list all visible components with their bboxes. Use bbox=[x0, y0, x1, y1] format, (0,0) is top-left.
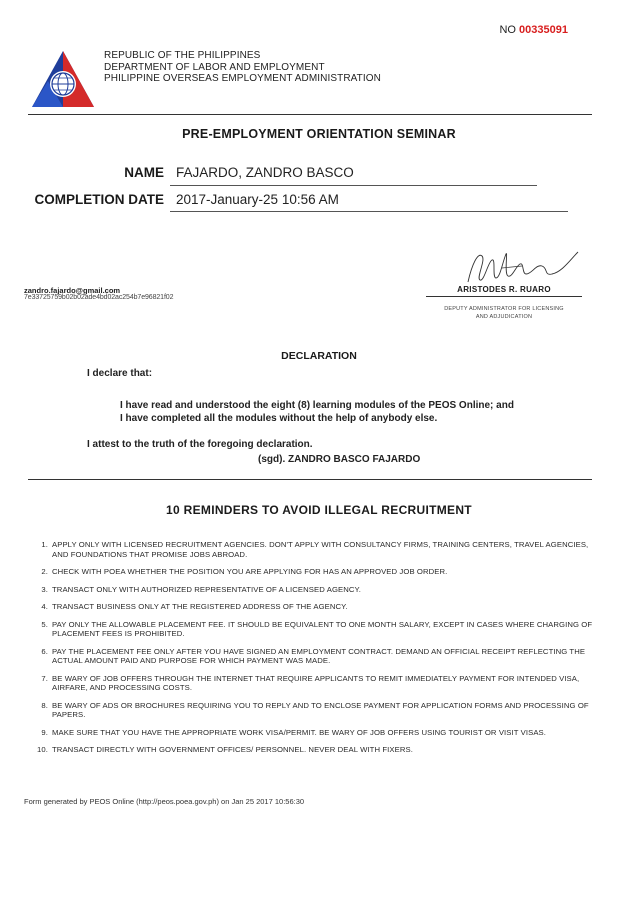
agency-line-dole: DEPARTMENT OF LABOR AND EMPLOYMENT bbox=[104, 61, 325, 73]
generated-footer: Form generated by PEOS Online (http://peos.poea.gov.ph) on Jan 25 2017 10:56:30 bbox=[24, 797, 305, 806]
reminder-number: 10. bbox=[37, 745, 48, 754]
declaration-heading: DECLARATION bbox=[281, 350, 357, 362]
completion-date-underline bbox=[170, 211, 568, 212]
completion-date-label: COMPLETION DATE bbox=[34, 192, 164, 207]
reminder-number: 4. bbox=[41, 602, 48, 611]
list-item bbox=[34, 602, 594, 612]
declaration-signed-by: (sgd). ZANDRO BASCO FAJARDO bbox=[258, 454, 421, 465]
list-item bbox=[34, 585, 594, 595]
reminder-text: BE WARY OF ADS OR BROCHURES REQUIRING YOU TO REPLY AND TO ENCLOSE PAYMENT FOR APPLICATION FORMS AND PROCESSING OF PAPERS. bbox=[52, 700, 589, 719]
signatory-title-line2: AND ADJUDICATION bbox=[475, 313, 533, 320]
account-email: zandro.fajardo@gmail.com bbox=[24, 286, 121, 295]
reminder-text: APPLY ONLY WITH LICENSED RECRUITMENT AGENCIES. DON'T APPLY WITH CONSULTANCY FIRMS, TRAINING CENTERS, TRAVEL AGENCIES, AND FOUNDATIONS THAT PROMISE JOBS ABROAD. bbox=[52, 540, 589, 559]
poea-logo-icon bbox=[30, 49, 96, 109]
reminder-text: BE WARY OF JOB OFFERS THROUGH THE INTERNET THAT REQUIRE APPLICANTS TO REMIT IMMEDIATELY PAYMENT FOR INTENDED VISA, AIRFARE, AND PROCESSING COSTS. bbox=[52, 673, 580, 692]
list-item bbox=[34, 701, 594, 720]
reminders-title: 10 REMINDERS TO AVOID ILLEGAL RECRUITMENT bbox=[166, 503, 472, 517]
reminder-text: PAY ONLY THE ALLOWABLE PLACEMENT FEE. IT SHOULD BE EQUIVALENT TO ONE MONTH SALARY, EXCEPT IN CASES WHERE CHARGING OF PLACEMENT FEES IS PROHIBITED. bbox=[52, 619, 593, 638]
reminder-text: MAKE SURE THAT YOU HAVE THE APPROPRIATE WORK VISA/PERMIT. BE WARY OF JOB OFFERS USING TOURIST OR VISIT VISAS. bbox=[52, 727, 547, 737]
reminder-text: TRANSACT DIRECTLY WITH GOVERNMENT OFFICES/ PERSONNEL. NEVER DEAL WITH FIXERS. bbox=[52, 745, 413, 754]
agency-line-republic: REPUBLIC OF THE PHILIPPINES bbox=[104, 50, 261, 61]
reminder-text: TRANSACT BUSINESS ONLY AT THE REGISTERED ADDRESS OF THE AGENCY. bbox=[52, 602, 348, 611]
reminder-number: 1. bbox=[41, 540, 48, 549]
declaration-attest: I attest to the truth of the foregoing declaration. bbox=[87, 439, 313, 450]
list-item bbox=[34, 674, 594, 693]
name-value: FAJARDO, ZANDRO BASCO bbox=[176, 165, 354, 180]
list-item bbox=[34, 567, 594, 577]
certificate-number bbox=[499, 24, 568, 36]
list-item bbox=[34, 540, 594, 559]
signatory-title bbox=[430, 306, 578, 321]
reminder-number: 9. bbox=[41, 727, 48, 737]
name-underline bbox=[170, 185, 537, 186]
signatory-title-line1: DEPUTY ADMINISTRATOR FOR LICENSING bbox=[444, 306, 564, 312]
top-divider bbox=[28, 114, 592, 115]
list-item bbox=[34, 728, 594, 738]
middle-divider bbox=[28, 479, 592, 480]
reminders-list bbox=[34, 540, 594, 763]
reminder-number: 2. bbox=[41, 567, 48, 576]
list-item bbox=[34, 745, 594, 755]
declaration-statement-1: I have read and understood the eight (8) learning modules of the PEOS Online; and bbox=[120, 400, 514, 411]
reminder-text: TRANSACT ONLY WITH AUTHORIZED REPRESENTATIVE OF A LICENSED AGENCY. bbox=[52, 584, 362, 594]
seminar-title: PRE-EMPLOYMENT ORIENTATION SEMINAR bbox=[182, 127, 456, 141]
completion-date-value: 2017-January-25 10:56 AM bbox=[176, 192, 339, 207]
certificate-no-label: NO bbox=[499, 24, 516, 36]
reminder-number: 8. bbox=[41, 700, 48, 710]
certificate-no-value: 00335091 bbox=[519, 24, 568, 36]
declaration-intro: I declare that: bbox=[87, 368, 153, 379]
list-item bbox=[34, 620, 594, 639]
reminder-number: 7. bbox=[41, 673, 48, 683]
declaration-statement-2: I have completed all the modules without the help of anybody else. bbox=[120, 413, 438, 424]
agency-line-poea: PHILIPPINE OVERSEAS EMPLOYMENT ADMINISTRATION bbox=[104, 73, 381, 84]
reminder-number: 3. bbox=[41, 584, 48, 594]
signature-line bbox=[426, 296, 582, 297]
agency-header bbox=[104, 50, 381, 85]
name-label: NAME bbox=[124, 165, 164, 180]
account-hash: 7e33725759b02b02ade4bd02ac254b7e96821f02 bbox=[24, 294, 174, 301]
signatory-name: ARISTODES R. RUARO bbox=[457, 285, 551, 294]
signature-image bbox=[462, 244, 580, 290]
list-item bbox=[34, 647, 594, 666]
reminder-text: PAY THE PLACEMENT FEE ONLY AFTER YOU HAVE SIGNED AN EMPLOYMENT CONTRACT. DEMAND AN OFFICIAL RECEIPT REFLECTING THE ACTUAL AMOUNT PAID AND PURPOSE FOR WHICH PAYMENT WAS MADE. bbox=[52, 646, 586, 665]
reminder-text: CHECK WITH POEA WHETHER THE POSITION YOU ARE APPLYING FOR HAS AN APPROVED JOB ORDER. bbox=[52, 567, 448, 576]
reminder-number: 6. bbox=[41, 646, 48, 656]
reminder-number: 5. bbox=[41, 619, 48, 629]
